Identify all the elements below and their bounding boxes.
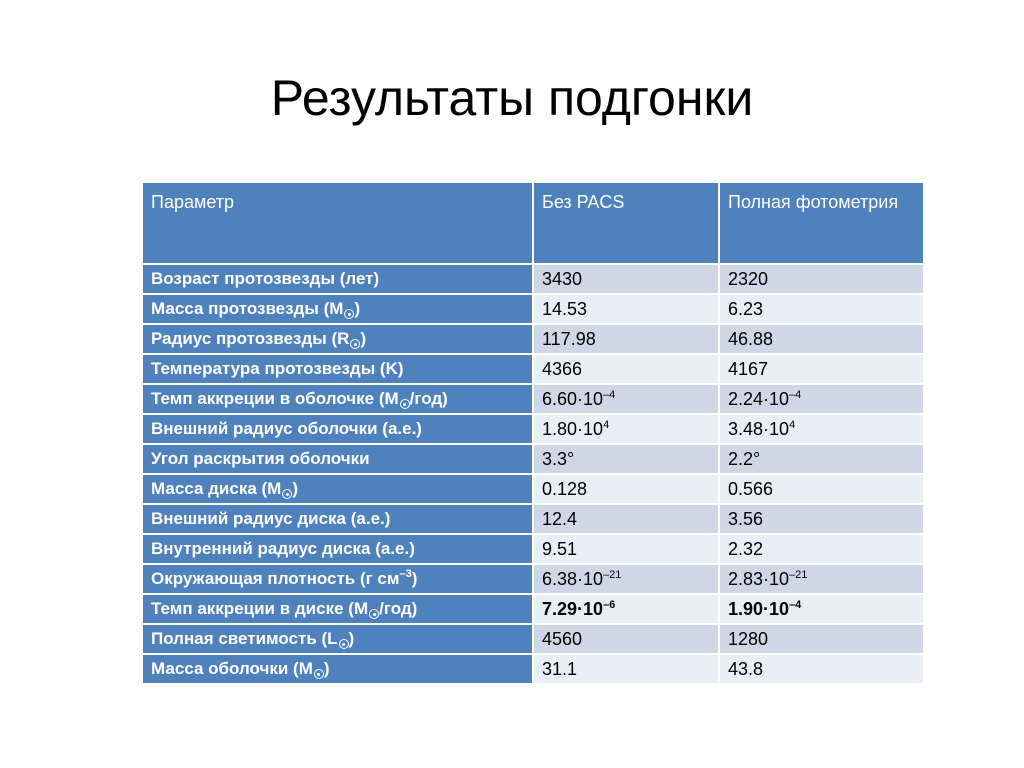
table-header-row [142,182,924,264]
value-no-pacs: 31.1 [533,654,719,684]
table-row [142,564,924,594]
param-cell: Температура протозвезды (K) [142,354,533,384]
solar-symbol-icon [350,339,360,349]
table-row [142,264,924,294]
param-cell: Масса диска (M ) [142,474,533,504]
value-no-pacs: 4366 [533,354,719,384]
solar-symbol-icon [369,609,379,619]
solar-symbol-icon [339,639,349,649]
header-full-photometry: Полная фотометрия [719,182,924,264]
value-full: 2.32 [719,534,924,564]
table-row [142,414,924,444]
param-cell: Темп аккреции в диске (M /год) [142,594,533,624]
solar-symbol-icon [344,309,354,319]
param-cell: Полная светимость (L ) [142,624,533,654]
value-full: 2320 [719,264,924,294]
table-row [142,384,924,414]
table-row [142,594,924,624]
value-no-pacs: 9.51 [533,534,719,564]
table-row [142,504,924,534]
value-no-pacs: $1.80\cdot 10^4$ [533,414,719,444]
param-cell: Масса протозвезды (M ) [142,294,533,324]
value-full: 6.23 [719,294,924,324]
table-row [142,474,924,504]
value-full: 2.2° [719,444,924,474]
param-cell: Радиус протозвезды (R ) [142,324,533,354]
value-no-pacs: $6.60\cdot 10^{-4}$ [533,384,719,414]
value-no-pacs: $7.29\cdot 10^{-6}$ [533,594,719,624]
value-no-pacs: $6.38\cdot 10^{-21}$ [533,564,719,594]
param-cell: Окружающая плотность (г $см^{-3}$) [142,564,533,594]
value-full: 1280 [719,624,924,654]
table-row [142,354,924,384]
value-no-pacs: 14.53 [533,294,719,324]
param-cell: Угол раскрытия оболочки [142,444,533,474]
value-no-pacs: 12.4 [533,504,719,534]
table-row [142,624,924,654]
solar-symbol-icon [282,489,292,499]
value-full: 3.56 [719,504,924,534]
value-no-pacs: 3430 [533,264,719,294]
table-row [142,534,924,564]
value-full: $3.48\cdot 10^4$ [719,414,924,444]
table-row [142,654,924,684]
value-full: $1.90\cdot 10^{-4}$ [719,594,924,624]
param-cell: Темп аккреции в оболочке (M /год) [142,384,533,414]
header-parameter: Параметр [142,182,533,264]
param-cell: Возраст протозвезды (лет) [142,264,533,294]
value-full: 4167 [719,354,924,384]
value-full: $2.24\cdot 10^{-4}$ [719,384,924,414]
value-full: 0.566 [719,474,924,504]
results-table [141,181,925,685]
param-cell: Внешний радиус оболочки (а.е.) [142,414,533,444]
param-cell: Внешний радиус диска (а.е.) [142,504,533,534]
table-row [142,294,924,324]
value-full: 46.88 [719,324,924,354]
value-full: $2.83\cdot 10^{-21}$ [719,564,924,594]
param-cell: Внутренний радиус диска (а.е.) [142,534,533,564]
table-row [142,444,924,474]
header-no-pacs: Без PACS [533,182,719,264]
value-no-pacs: 4560 [533,624,719,654]
value-no-pacs: 0.128 [533,474,719,504]
value-no-pacs: 3.3° [533,444,719,474]
table-row [142,324,924,354]
value-full: 43.8 [719,654,924,684]
solar-symbol-icon [400,399,410,409]
param-cell: Масса оболочки (M ) [142,654,533,684]
value-no-pacs: 117.98 [533,324,719,354]
solar-symbol-icon [314,669,324,679]
slide-title: Результаты подгонки [270,70,754,126]
